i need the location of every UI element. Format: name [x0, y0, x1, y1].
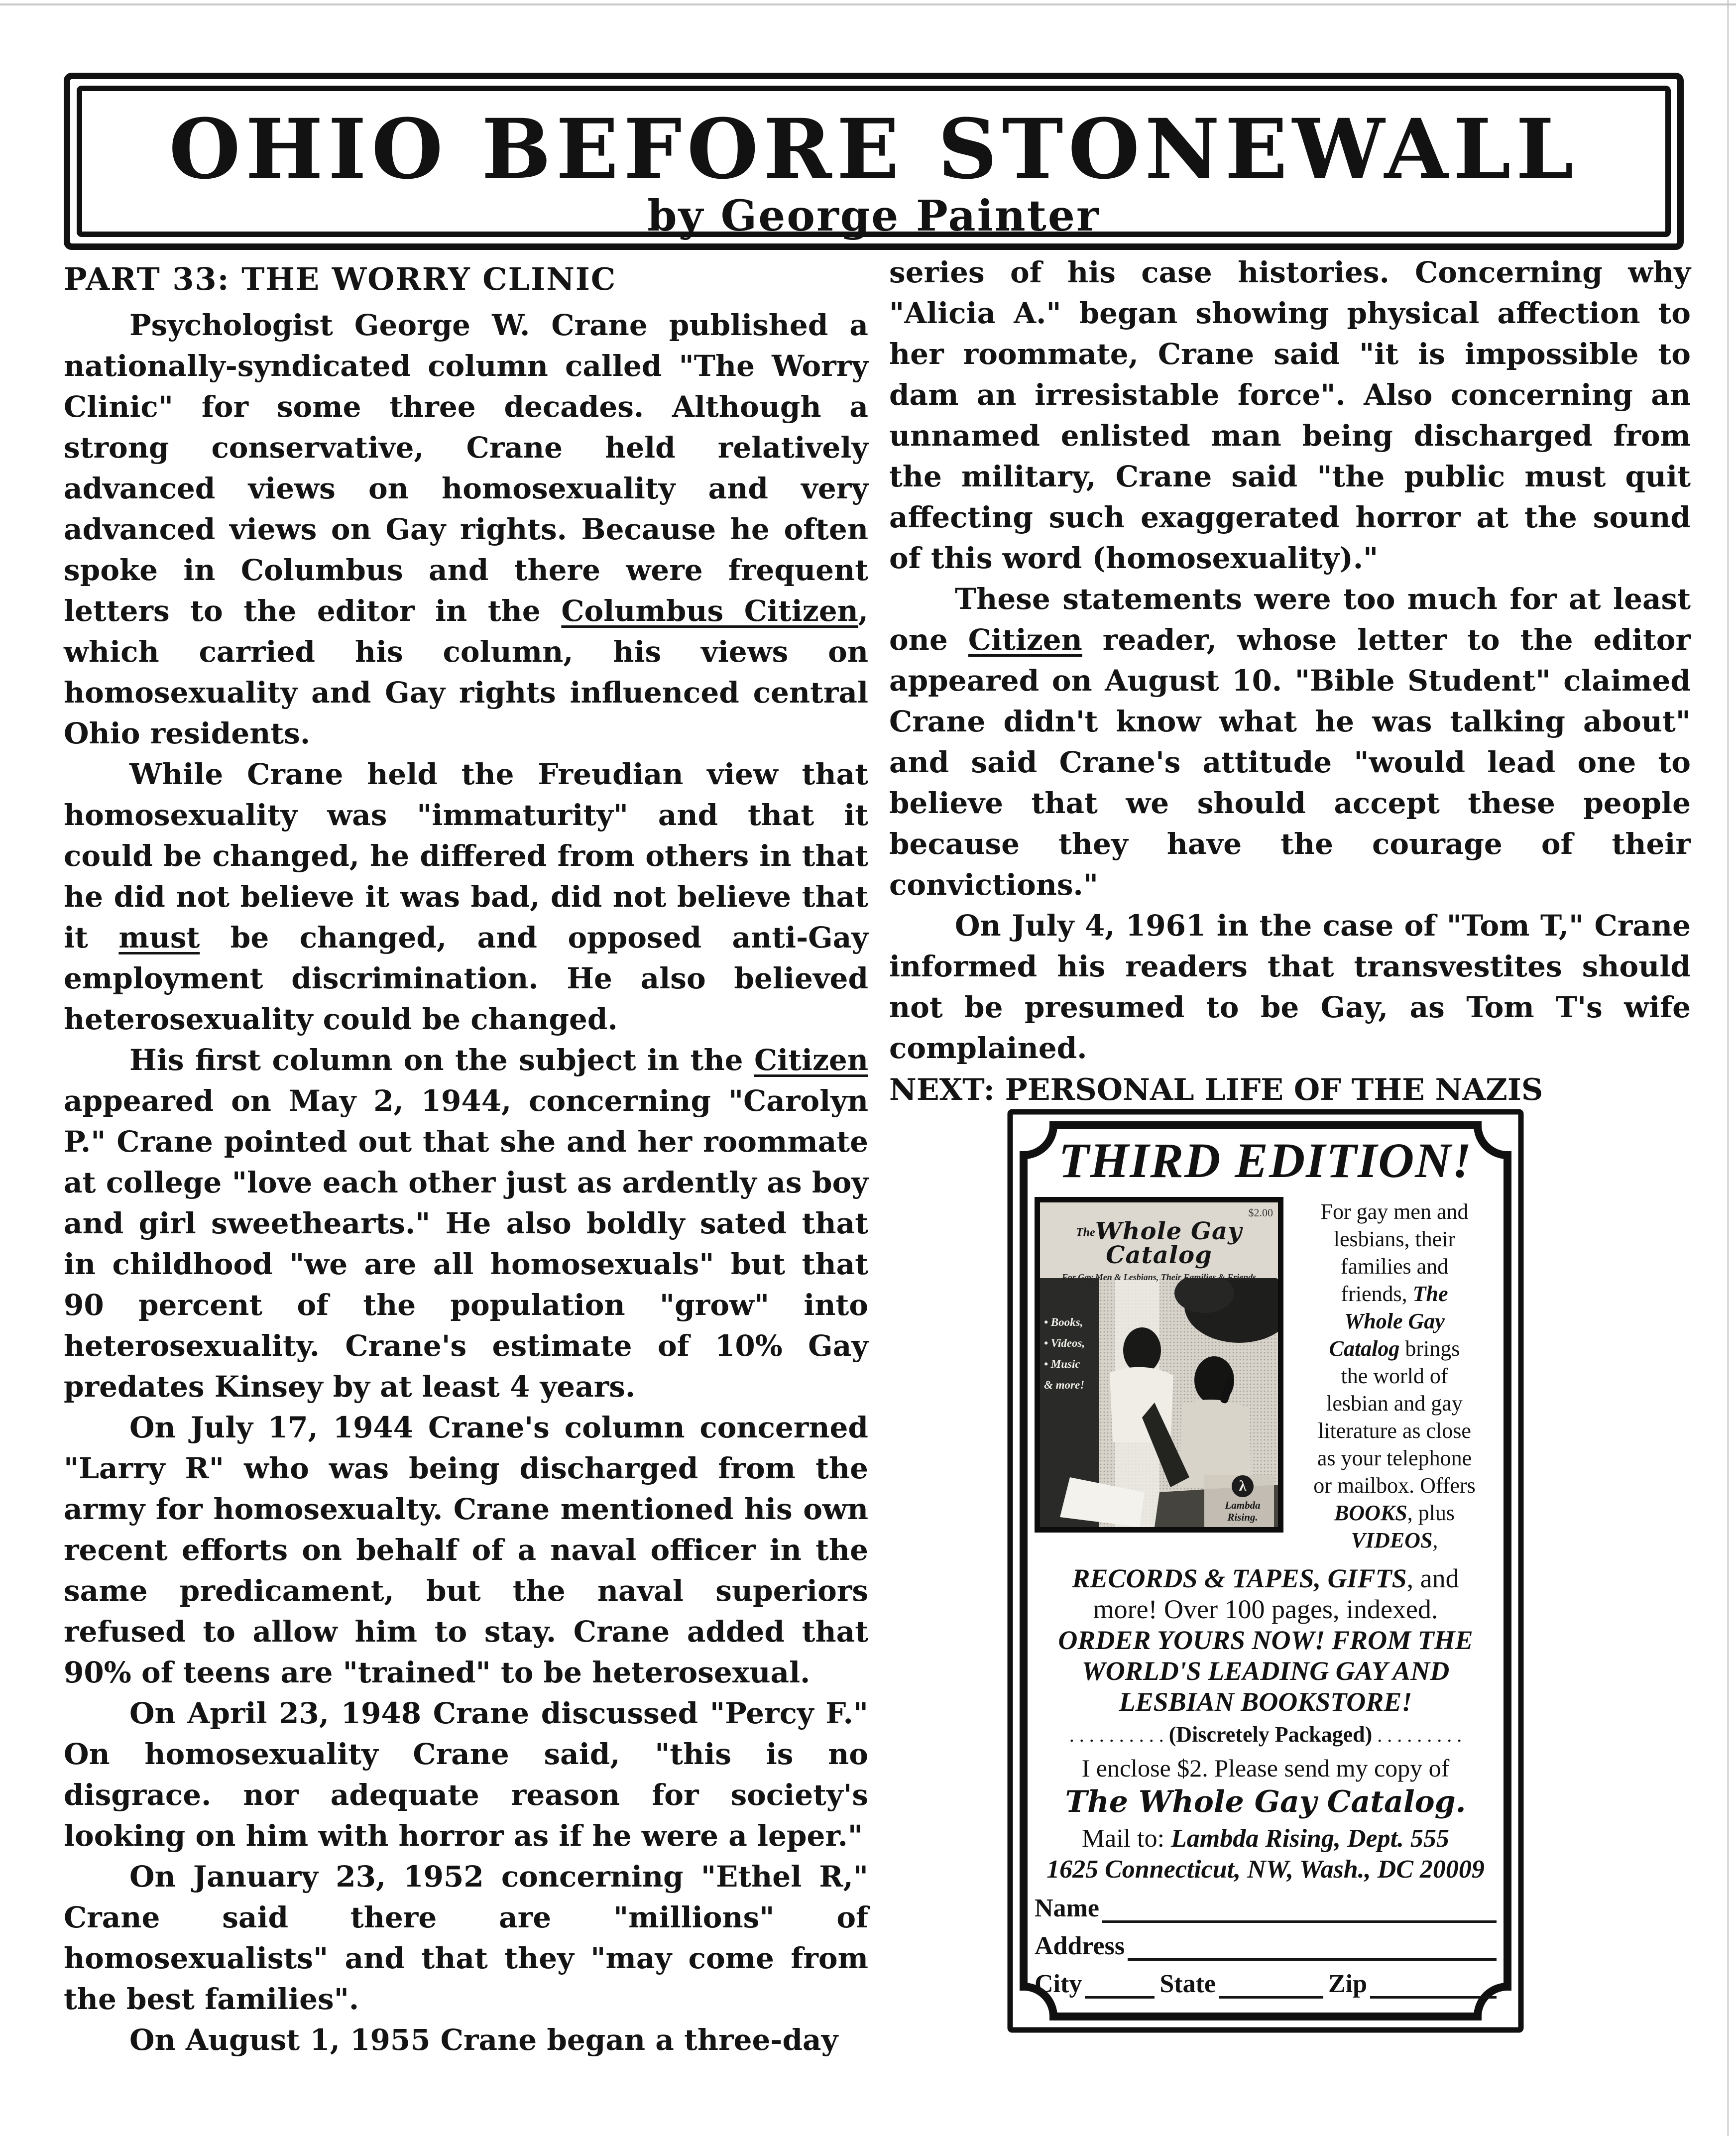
lambda-rising-label: Lambda Rising. — [1225, 1499, 1261, 1523]
packaging-label: (Discretely Packaged) — [1168, 1722, 1373, 1747]
ad-main-row — [1035, 1197, 1497, 1554]
form-row-city-state-zip — [1035, 1970, 1497, 1999]
name-blank-line — [1102, 1899, 1497, 1923]
ad-title: THIRD EDITION! — [1058, 1133, 1473, 1188]
article-paragraph: While Crane held the Freudian view that homosexuality was "immaturity" and that it could be changed, he differed from others in that he did not believe it was bad, did not believe that it must be changed, and opposed anti-Gay employment discrimination. He also believed heterosexuality could be changed. — [64, 757, 868, 1036]
state-blank-line — [1219, 1974, 1323, 1999]
section-heading: PART 33: THE WORRY CLINIC — [64, 261, 617, 297]
zip-blank-line — [1370, 1974, 1497, 1999]
packaging-line — [1035, 1722, 1497, 1748]
cover-price: $2.00 — [1248, 1206, 1273, 1219]
city-blank-line — [1085, 1974, 1155, 1999]
right-column — [889, 252, 1691, 1111]
ad-copy-below: RECORDS & TAPES, GIFTS, and more! Over 100 pages, indexed. ORDER YOURS NOW! FROM THE WORLD'S LEADING GAY AND LESBIAN BOOKSTORE! — [1058, 1563, 1473, 1717]
mail-to-line: Mail to: Lambda Rising, Dept. 555 — [1081, 1824, 1450, 1853]
order-form — [1035, 1894, 1497, 1999]
form-row-name — [1035, 1894, 1497, 1923]
packaging-dots-right: . . . . . . . . . — [1377, 1724, 1462, 1746]
scan-edge-artifact-top — [0, 3, 1736, 5]
cover-subtitle: For Gay Men & Lesbians, Their Families & Friends — [1061, 1272, 1257, 1282]
ad-copy: For gay men and lesbians, their families and friends, The Whole Gay Catalog brings the world of lesbian and gay literature as close as your telephone or mailbox. Offers BOOKS, plus VIDEOS, — [1313, 1199, 1476, 1552]
address-blank-line — [1128, 1936, 1497, 1961]
form-row-address — [1035, 1932, 1497, 1961]
address-label: Address — [1035, 1932, 1125, 1960]
article-paragraph: On July 4, 1961 in the case of "Tom T," Crane informed his readers that transvestites should not be presumed to be Gay, as Tom T's wife complained. — [889, 909, 1691, 1065]
scan-edge-artifact-right — [1727, 0, 1729, 2136]
next-teaser: NEXT: PERSONAL LIFE OF THE NAZIS — [889, 1072, 1543, 1107]
name-label: Name — [1035, 1894, 1099, 1922]
right-column-paragraphs — [889, 252, 1691, 1068]
article-paragraph: series of his case histories. Concerning why "Alicia A." began showing physical affection to her roommate, Crane said "it is impossible to dam an irresistable force". Also concerning an unnamed enlisted man being discharged from the military, Crane said "the public must quit affecting such exaggerated horror at the sound of this word (homosexuality)." — [889, 255, 1691, 575]
left-column-paragraphs — [64, 305, 868, 2060]
page-title: OHIO BEFORE STONEWALL — [169, 101, 1579, 197]
masthead-inner-border — [77, 86, 1671, 241]
article-paragraph: On April 23, 1948 Crane discussed "Percy F." On homosexuality Crane said, "this is no disgrace. nor adequate reason for society's looking on him with horror as if he were a leper." — [64, 1696, 868, 1853]
zip-label: Zip — [1328, 1970, 1368, 1998]
street-address-line: 1625 Connecticut, NW, Wash., DC 20009 — [1046, 1855, 1485, 1884]
article-paragraph: These statements were too much for at least one Citizen reader, whose letter to the editor appeared on August 10. "Bible Student" claimed Crane didn't know what he was talking about" and said Crane's attitude "would lead one to believe that we should accept these people because they have the courage of their convictions." — [889, 582, 1691, 902]
lambda-rising-catalog-ad — [1007, 1108, 1524, 2033]
left-column — [64, 259, 868, 2060]
ad-content — [1035, 1129, 1497, 1998]
enclose-line: I enclose $2. Please send my copy of — [1081, 1754, 1450, 1782]
catalog-title-line: The Whole Gay Catalog. — [1065, 1784, 1466, 1819]
catalog-cover — [1035, 1197, 1283, 1533]
cover-title-block — [1040, 1219, 1278, 1267]
lambda-rising-logo — [1210, 1475, 1275, 1523]
lambda-icon: λ — [1232, 1475, 1254, 1497]
article-paragraph: Psychologist George W. Crane published a nationally-syndicated column called "The Worry Clinic" for some three decades. Although a strong conservative, Crane held relatively advanced views on homosexuality and very advanced views on Gay rights. Because he often spoke in Columbus and there were frequent letters to the editor in the Columbus Citizen, which carried his column, his views on homosexuality and Gay rights influenced central Ohio residents. — [64, 308, 868, 750]
state-label: State — [1159, 1970, 1216, 1998]
article-paragraph: On August 1, 1955 Crane began a three-day — [129, 2023, 838, 2057]
article-paragraph: On January 23, 1952 concerning "Ethel R," Crane said there are "millions" of homosexualists" and that they "may come from the best families". — [64, 1860, 868, 2016]
article-paragraph: On July 17, 1944 Crane's column concerned "Larry R" who was being discharged from the army for homosexualty. Crane mentioned his own recent efforts on behalf of a naval officer in the same predicament, but the naval superiors refused to allow him to stay. Crane added that 90% of teens are "trained" to be heterosexual. — [64, 1411, 868, 1689]
city-label: City — [1035, 1970, 1082, 1998]
packaging-dots-left: . . . . . . . . . . — [1069, 1724, 1164, 1746]
cover-title: Whole Gay Catalog — [1095, 1217, 1242, 1269]
cover-title-prefix: The — [1076, 1226, 1095, 1239]
article-paragraph: His first column on the subject in the Citizen appeared on May 2, 1944, concerning "Carolyn P." Crane pointed out that she and her roommate at college "love each other just as ardently as boy and girl sweethearts." He also boldly sated that in childhood "we are all homosexuals" but that 90 percent of the population "grow" into heterosexuality. Crane's estimate of 10% Gay predates Kinsey by at least 4 years. — [64, 1043, 868, 1404]
byline: by George Painter — [647, 191, 1100, 241]
cover-bullets: • Books, • Videos, • Music & more! — [1044, 1316, 1085, 1391]
masthead-box — [64, 73, 1684, 250]
